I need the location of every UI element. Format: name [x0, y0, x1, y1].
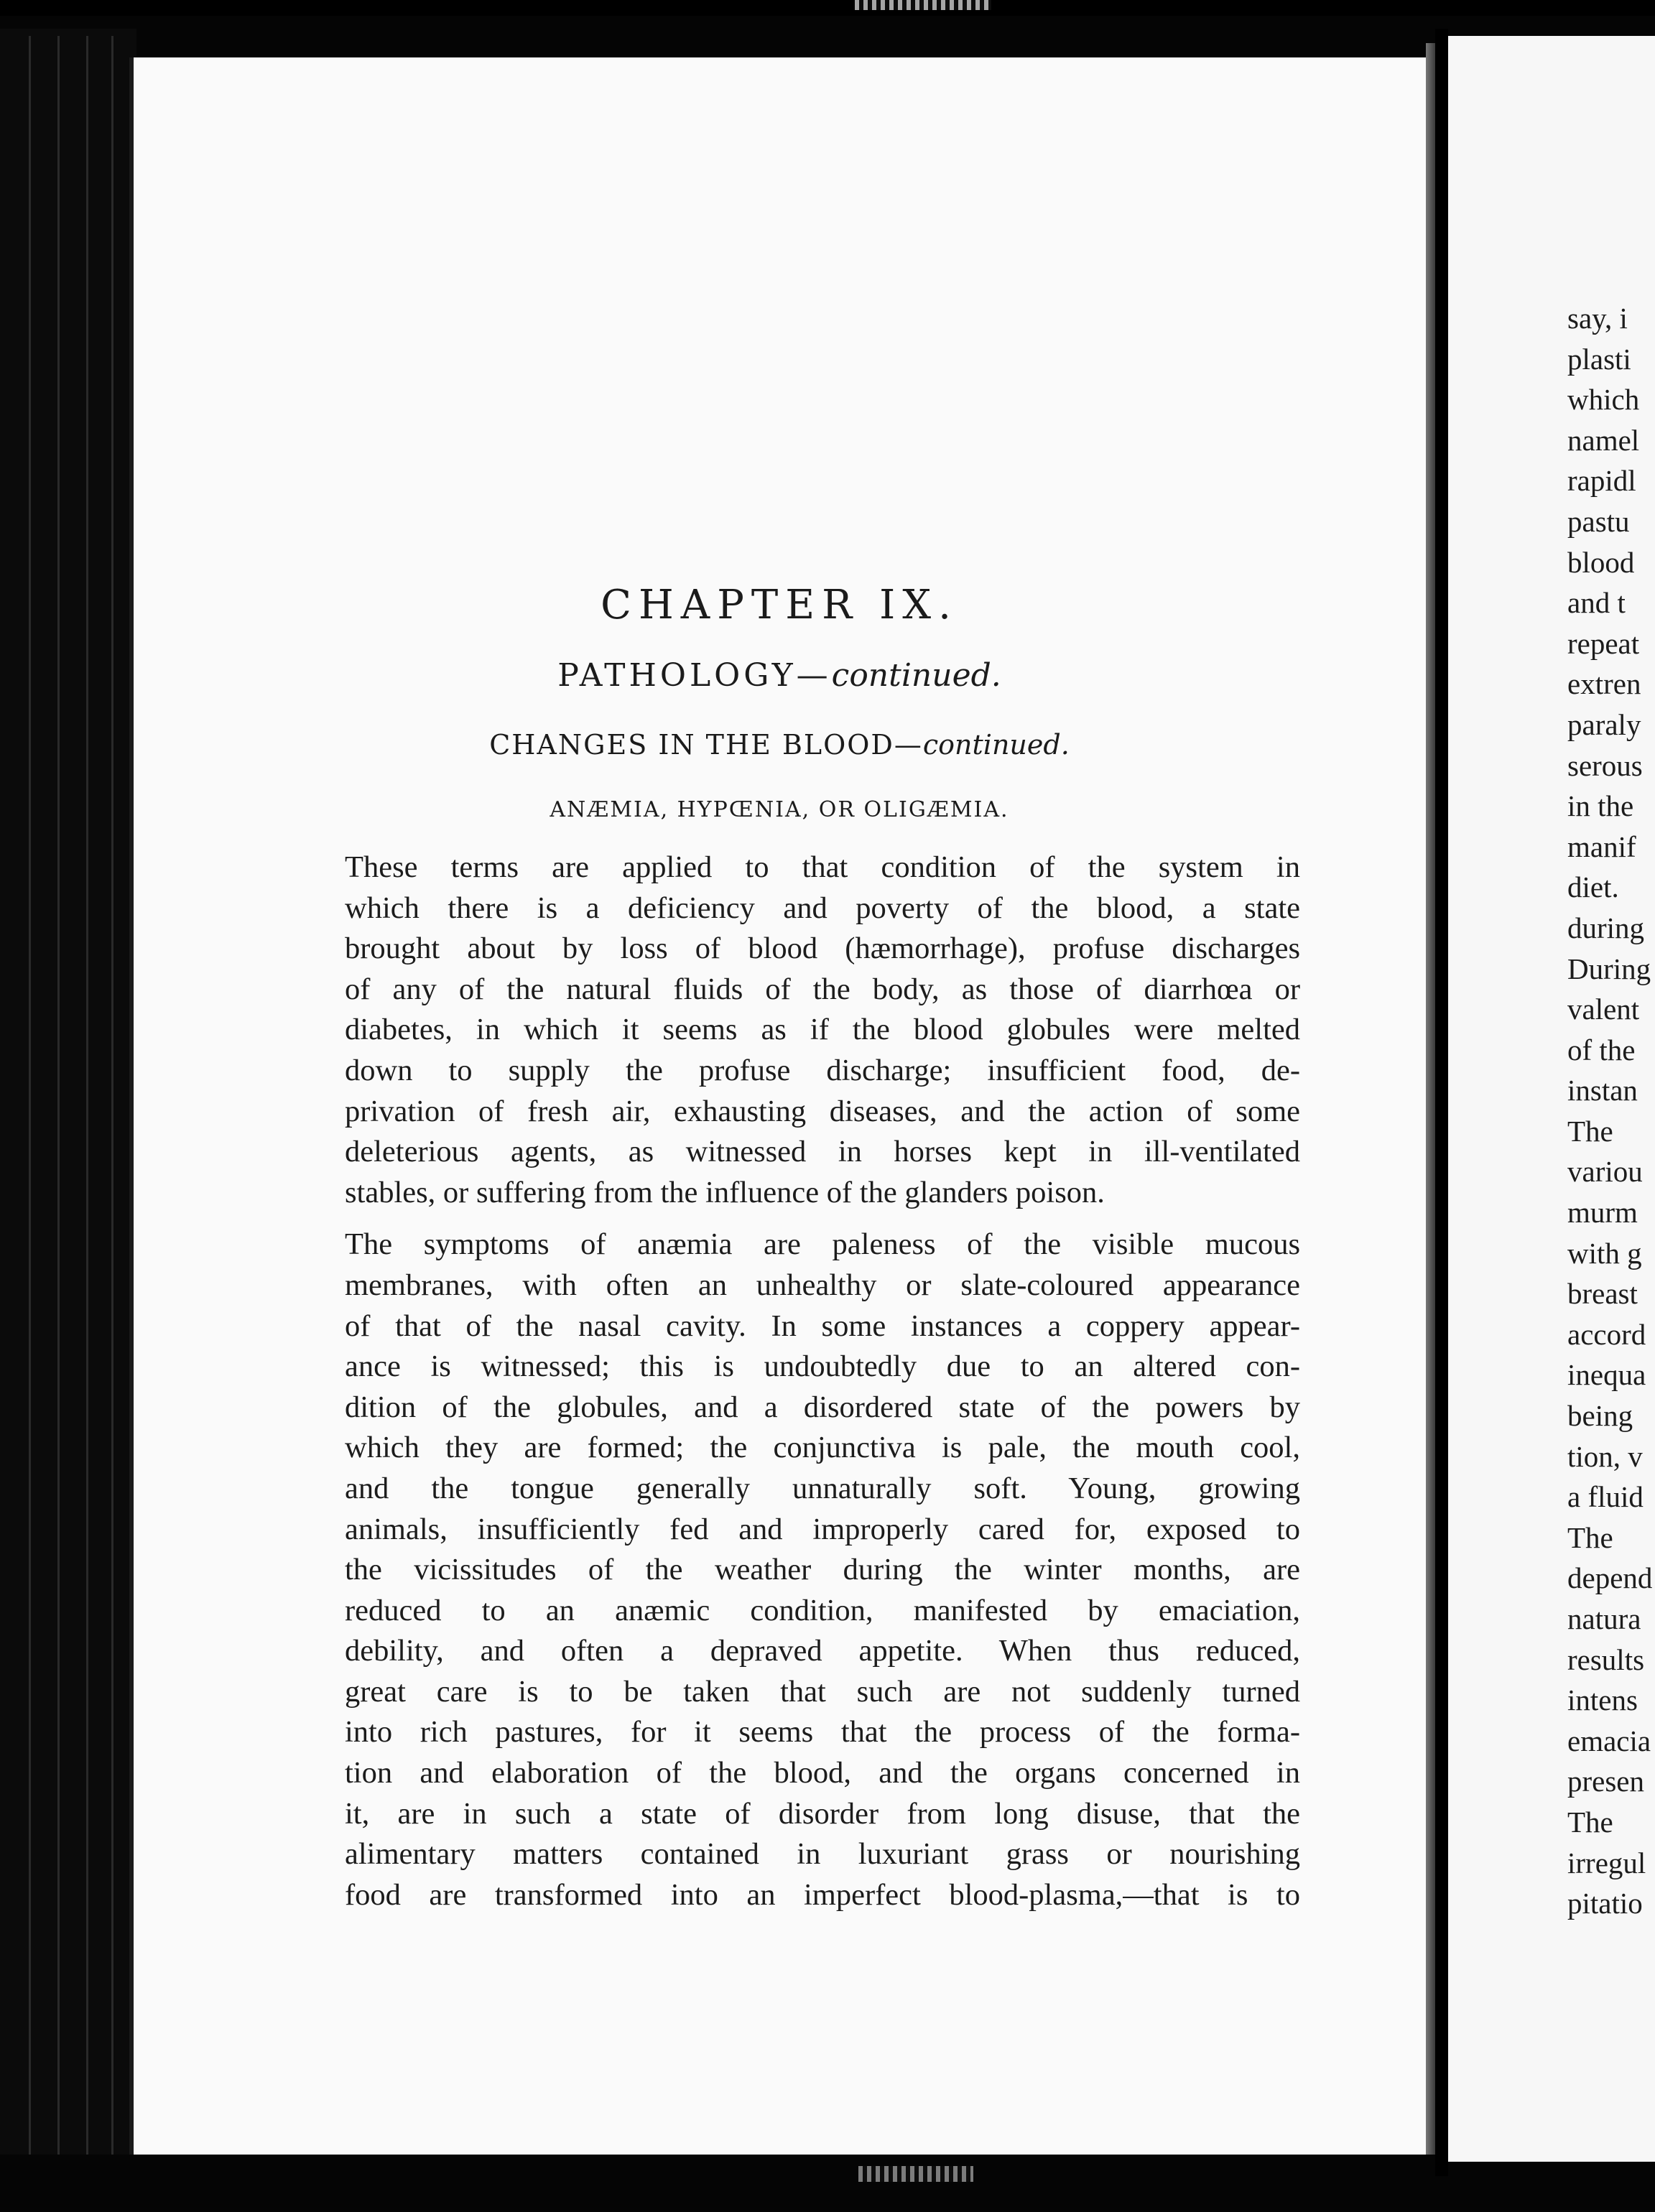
text-line: diabetes, in which it seems as if the blood globules were melted	[345, 1013, 1300, 1047]
book-edge-line	[57, 36, 60, 2155]
fragment-line: rapidl	[1567, 464, 1636, 498]
text-line: brought about by loss of blood (hæmorrhage), profuse discharges	[345, 931, 1300, 966]
fragment-line: tion, v	[1567, 1439, 1643, 1473]
fragment-line: instan	[1567, 1074, 1638, 1107]
subtitle-heading	[129, 657, 1429, 694]
fragment-line: valent	[1567, 993, 1640, 1026]
fragment-line: breast	[1567, 1277, 1638, 1311]
text-line: into rich pastures, for it seems that the process of the forma-	[345, 1715, 1300, 1749]
text-line: tion and elaboration of the blood, and the organs concerned in	[345, 1756, 1300, 1790]
text-line: These terms are applied to that condition of the system in	[345, 850, 1300, 884]
fragment-line: paraly	[1567, 707, 1641, 741]
fragment-line: accord	[1567, 1317, 1646, 1351]
text-line: The symptoms of anæmia are paleness of the visible mucous	[345, 1227, 1300, 1262]
fragment-line: diet.	[1567, 870, 1619, 904]
paragraph-1	[345, 847, 1300, 1213]
fragment-line: The	[1567, 1805, 1613, 1839]
text-line: privation of fresh air, exhausting diseases, and the action of some	[345, 1094, 1300, 1128]
fragment-line: in the	[1567, 789, 1634, 823]
scan-registration-mark	[858, 2166, 973, 2182]
section-main: CHANGES IN THE BLOOD—	[489, 729, 923, 761]
chapter-heading: CHAPTER IX.	[601, 582, 958, 628]
fragment-line: which	[1567, 383, 1640, 417]
text-line: of any of the natural fluids of the body, as those of diarrhœa or	[345, 972, 1300, 1006]
fragment-line: pastu	[1567, 504, 1630, 538]
scan-registration-mark	[855, 0, 991, 10]
fragment-line: irregul	[1567, 1846, 1646, 1879]
topic-heading: ANÆMIA, HYPŒNIA, OR OLIGÆMIA.	[550, 797, 1009, 822]
book-edge-line	[111, 36, 113, 2155]
fragment-line: repeat	[1567, 626, 1640, 660]
text-line: membranes, with often an unhealthy or slate-coloured appearance	[345, 1268, 1300, 1302]
text-line: stables, or suffering from the influence of the glanders poison.	[345, 1175, 1105, 1209]
fragment-line: namel	[1567, 423, 1640, 457]
fragment-line: natura	[1567, 1602, 1641, 1635]
paragraph-gap	[345, 1213, 1300, 1224]
fragment-line: being	[1567, 1399, 1633, 1433]
fragment-line: serous	[1567, 748, 1643, 782]
fragment-line: plasti	[1567, 342, 1631, 376]
fragment-line: of the	[1567, 1033, 1636, 1066]
text-line: of that of the nasal cavity. In some instances a coppery appear-	[345, 1309, 1300, 1343]
text-line: dition of the globules, and a disordered state of the powers by	[345, 1390, 1300, 1424]
section-heading	[129, 729, 1429, 761]
text-line: debility, and often a depraved appetite. When thus reduced,	[345, 1634, 1300, 1668]
fragment-line: with g	[1567, 1236, 1642, 1270]
text-line: reduced to an anæmic condition, manifested by emaciation,	[345, 1593, 1300, 1627]
fragment-line: The	[1567, 1520, 1613, 1554]
subtitle-continued: continued.	[831, 657, 1001, 694]
subtitle-main: PATHOLOGY—	[557, 657, 832, 694]
book-edge	[0, 29, 136, 2155]
text-line: animals, insufficiently fed and improperly cared for, exposed to	[345, 1512, 1300, 1546]
book-edge-line	[86, 36, 88, 2155]
text-line: and the tongue generally unnaturally soft. Young, growing	[345, 1471, 1300, 1505]
text-line: which they are formed; the conjunctiva is pale, the mouth cool,	[345, 1431, 1300, 1465]
text-line: the vicissitudes of the weather during the winter months, are	[345, 1553, 1300, 1587]
text-line: deleterious agents, as witnessed in horses kept in ill-ventilated	[345, 1135, 1300, 1169]
fragment-line: results	[1567, 1642, 1645, 1676]
fragment-line: manif	[1567, 830, 1636, 863]
fragment-line: During	[1567, 952, 1651, 985]
fragment-line: presen	[1567, 1765, 1645, 1798]
fragment-line: and t	[1567, 586, 1626, 620]
fragment-line: murm	[1567, 1196, 1638, 1230]
fragment-line: pitatio	[1567, 1887, 1643, 1920]
fragment-line: blood	[1567, 545, 1635, 579]
text-line: which there is a deficiency and poverty of the blood, a state	[345, 891, 1300, 925]
paragraph-2	[345, 1224, 1300, 1915]
fragment-line: variou	[1567, 1155, 1643, 1189]
scan-top-border	[0, 0, 1655, 16]
right-page-text-fragment	[1567, 298, 1655, 1924]
text-line: alimentary matters contained in luxuriant grass or nourishing	[345, 1837, 1300, 1872]
book-gutter	[1435, 29, 1448, 2176]
fragment-line: a fluid	[1567, 1480, 1644, 1514]
text-line: food are transformed into an imperfect blood-plasma,—that is to	[345, 1877, 1300, 1912]
fragment-line: extren	[1567, 667, 1641, 701]
fragment-line: intens	[1567, 1683, 1638, 1717]
text-line: great care is to be taken that such are not suddenly turned	[345, 1674, 1300, 1709]
book-edge-line	[29, 36, 31, 2155]
fragment-line: during	[1567, 911, 1645, 944]
text-line: ance is witnessed; this is undoubtedly due to an altered con-	[345, 1349, 1300, 1384]
text-line: it, are in such a state of disorder from long disuse, that the	[345, 1796, 1300, 1831]
fragment-line: The	[1567, 1114, 1613, 1148]
fragment-line: inequa	[1567, 1358, 1646, 1392]
section-continued: continued.	[922, 729, 1070, 761]
fragment-line: say, i	[1567, 302, 1628, 335]
fragment-line: depend	[1567, 1561, 1653, 1595]
fragment-line: emacia	[1567, 1724, 1651, 1757]
body-text	[345, 847, 1300, 1915]
text-line: down to supply the profuse discharge; insufficient food, de-	[345, 1053, 1300, 1087]
